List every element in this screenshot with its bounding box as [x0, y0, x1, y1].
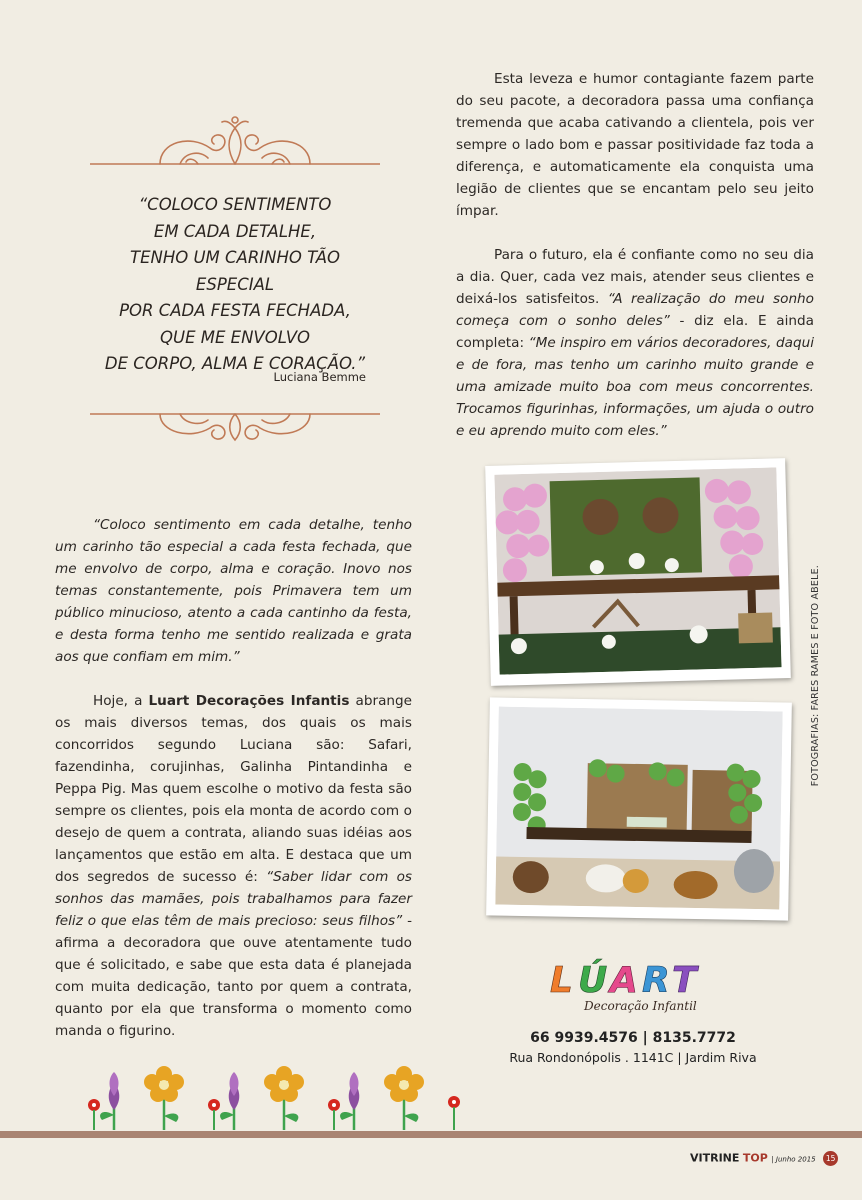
quote-line: “COLOCO SENTIMENTO [138, 195, 332, 214]
magazine-name: VITRINE [690, 1151, 740, 1165]
footer-bar [0, 1131, 862, 1138]
luart-logo-image [540, 958, 740, 1018]
paragraph-hoje [55, 690, 412, 1042]
photo-farm-party [485, 458, 791, 686]
contact-block [480, 1030, 786, 1065]
pull-quote-text [90, 192, 380, 378]
quote-line: QUE ME ENVOLVO [160, 327, 310, 347]
logo-subtitle: Decoração Infantil [584, 999, 697, 1013]
futuro-text-b: - diz ela. E ainda completa: [456, 313, 814, 351]
footer-credit [690, 1151, 838, 1166]
paragraph-futuro [456, 244, 814, 442]
quote-line: POR CADA FESTA FECHADA, [119, 301, 351, 320]
safari-party-image [495, 707, 782, 910]
magazine-name-accent: TOP [742, 1151, 768, 1165]
page-number: 15 [823, 1151, 838, 1166]
svg-text:R: R [642, 960, 670, 1001]
svg-text:A: A [610, 960, 638, 1001]
hoje-text-b: abrange os mais diversos temas, dos quais os mais concorridos segundo Luciana são: Safari, fazendinha, corujinhas, Galinha Pintandinha e Peppa Pig. Mas quem escolhe o motivo da festa são sempre os clientes, pois ela monta de acordo com o desejo de quem a contrata, aliando suas idéias aos lançamentos que estão em alta. E destaca que um dos segredos de sucesso é: [55, 693, 413, 885]
quote-line: TENHO UM CARINHO TÃO ESPECIAL [129, 248, 340, 294]
svg-text:Ú: Ú [578, 960, 608, 1001]
photo-credit: FOTOGRAFIAS: FARES RAMES E FOTO ABELE. [810, 565, 821, 787]
hoje-text-a: Hoje, a [93, 693, 149, 709]
flower-group [88, 1066, 184, 1130]
flower-border [72, 1060, 472, 1132]
quote-line: DE CORPO, ALMA E CORAÇÃO.” [104, 354, 366, 373]
futuro-quote-a: “A realização do meu sonho começa com o sonho deles” [456, 291, 814, 329]
bottom-ornament [90, 408, 380, 448]
farm-party-image [494, 467, 781, 674]
right-column [456, 68, 814, 442]
left-column [55, 514, 412, 1042]
top-ornament [90, 112, 380, 172]
hoje-quote: “Saber lidar com os sonhos das mamães, pois trabalhamos para fazer feliz o que elas têm de mais precioso: seus filhos” [55, 869, 412, 929]
flower-group [208, 1066, 304, 1130]
quote-author: Luciana Bemme [273, 370, 366, 384]
quote-line: EM CADA DETALHE, [153, 221, 317, 241]
paragraph-quote: “Coloco sentimento em cada detalhe, tenho um carinho tão especial a cada festa fechada, que me envolvo de corpo, alma e coração. Inovo nos temas constantemente, pois Primavera tem um público minucioso, atento a cada cantinho da festa, e desta forma tenho me sentido realizada e grata aos que confiam em mim.” [55, 517, 412, 665]
phone-numbers: 66 9939.4576 | 8135.7772 [530, 1030, 736, 1046]
paragraph-leveza: Esta leveza e humor contagiante fazem parte do seu pacote, a decoradora passa uma confiança tremenda que acaba cativando a clientela, pois ver sempre o lado bom e passar positividade faz toda a diferença, e automaticamente ela conquista uma legião de clientes que se encantam pelo seu jeito ímpar. [456, 71, 814, 219]
issue-date: | Junho 2015 [771, 1155, 816, 1164]
svg-text:L: L [550, 960, 573, 1001]
svg-text:T: T [672, 960, 697, 1001]
futuro-quote-b: “Me inspiro em vários decoradores, daqui e de fora, mas tenho um carinho muito grande e uma amizade muito boa com meus concorrentes. Trocamos figurinhas, informações, um ajuda o outro e eu aprendo muito com eles.” [456, 335, 814, 439]
pull-quote [90, 112, 380, 447]
photo-safari-party [486, 697, 792, 920]
flower-group [328, 1066, 460, 1130]
luart-logo [540, 958, 740, 1018]
company-name: Luart Decorações Infantis [148, 693, 350, 709]
hoje-text-c: - afirma a decoradora que ouve atentamente tudo que é solicitado, e sabe que esta data é planejada com muita dedicação, tanto por quem a contrata, quanto por ela que transforma o momento como manda o figurino. [55, 913, 412, 1039]
address: Rua Rondonópolis . 1141C | Jardim Riva [509, 1050, 757, 1065]
futuro-text-a: Para o futuro, ela é confiante como no seu dia a dia. Quer, cada vez mais, atender seus clientes e deixá-los satisfeitos. [456, 247, 814, 307]
